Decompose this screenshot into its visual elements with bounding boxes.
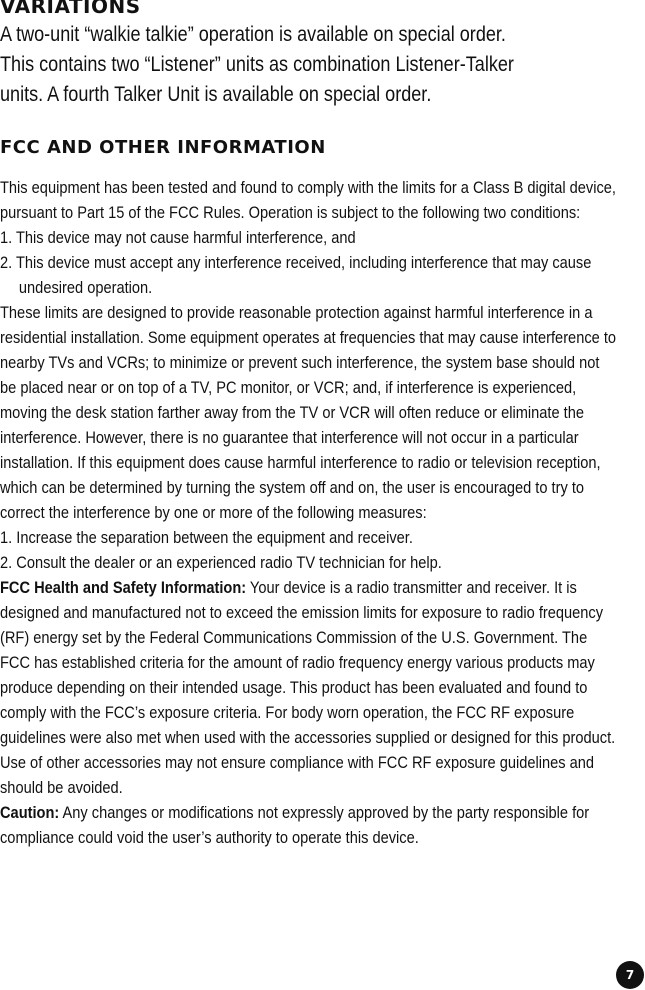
fcc-measure-item: 1. Increase the separation between the equipment and receiver.: [0, 528, 413, 547]
fcc-condition-item: 1. This device may not cause harmful interference, and: [0, 228, 356, 247]
fcc-condition-item: 2. This device must accept any interference received, including interference that may cause undesired operation.: [0, 253, 592, 297]
fcc-measure-item: 2. Consult the dealer or an experienced radio TV technician for help.: [0, 553, 442, 572]
fcc-caution-paragraph: [0, 800, 619, 850]
fcc-measures-list: [0, 525, 619, 575]
fcc-heading: FCC AND OTHER INFORMATION: [0, 137, 326, 158]
variations-heading: VARIATIONS: [0, 0, 141, 18]
variations-text: A two-unit “walkie talkie” operation is available on special order. This contains two “Listener” units as combination Listener-Talker units. A fourth Talker Unit is available on special order.: [0, 23, 514, 106]
fcc-intro: This equipment has been tested and found to comply with the limits for a Class B digital device, pursuant to Part 15 of the FCC Rules. Operation is subject to the following two conditions:: [0, 178, 617, 222]
fcc-limits-paragraph: These limits are designed to provide reasonable protection against harmful interference in a residential installation. Some equipment operates at frequencies that may cause interference to nearby TVs and VCRs; to minimize or prevent such interference, the system base should not be placed near or on top of a TV, PC monitor, or VCR; and, if interference is experienced, moving the desk station farther away from the TV or VCR will often reduce or eliminate the interference. However, there is no guarantee that interference will not occur in a particular installation. If this equipment does cause harmful interference to radio or television reception, which can be determined by turning the system off and on, the user is encouraged to try to correct the interference by one or more of the following measures:: [0, 303, 617, 522]
fcc-health-label: FCC Health and Safety Information:: [0, 578, 247, 597]
fcc-health-text: Your device is a radio transmitter and receiver. It is designed and manufactured not to exceed the emission limits for exposure to radio frequency (RF) energy set by the Federal Communications Commission of the U.S. Government. The FCC has established criteria for the amount of radio frequency energy various products may produce depending on their intended usage. This product has been evaluated and found to comply with the FCC’s exposure criteria. For body worn operation, the FCC RF exposure guidelines were also met when used with the accessories supplied or designed for this product. Use of other accessories may not ensure compliance with FCC RF exposure guidelines and should be avoided.: [0, 578, 616, 797]
fcc-health-paragraph: [0, 575, 619, 800]
fcc-conditions-list: [0, 225, 619, 300]
fcc-caution-text: Any changes or modifications not expressly approved by the party responsible for compliance could void the user’s authority to operate this device.: [0, 803, 590, 847]
page-number-badge: 7: [616, 961, 644, 989]
fcc-caution-label: Caution:: [0, 803, 60, 822]
fcc-body: [0, 175, 619, 850]
